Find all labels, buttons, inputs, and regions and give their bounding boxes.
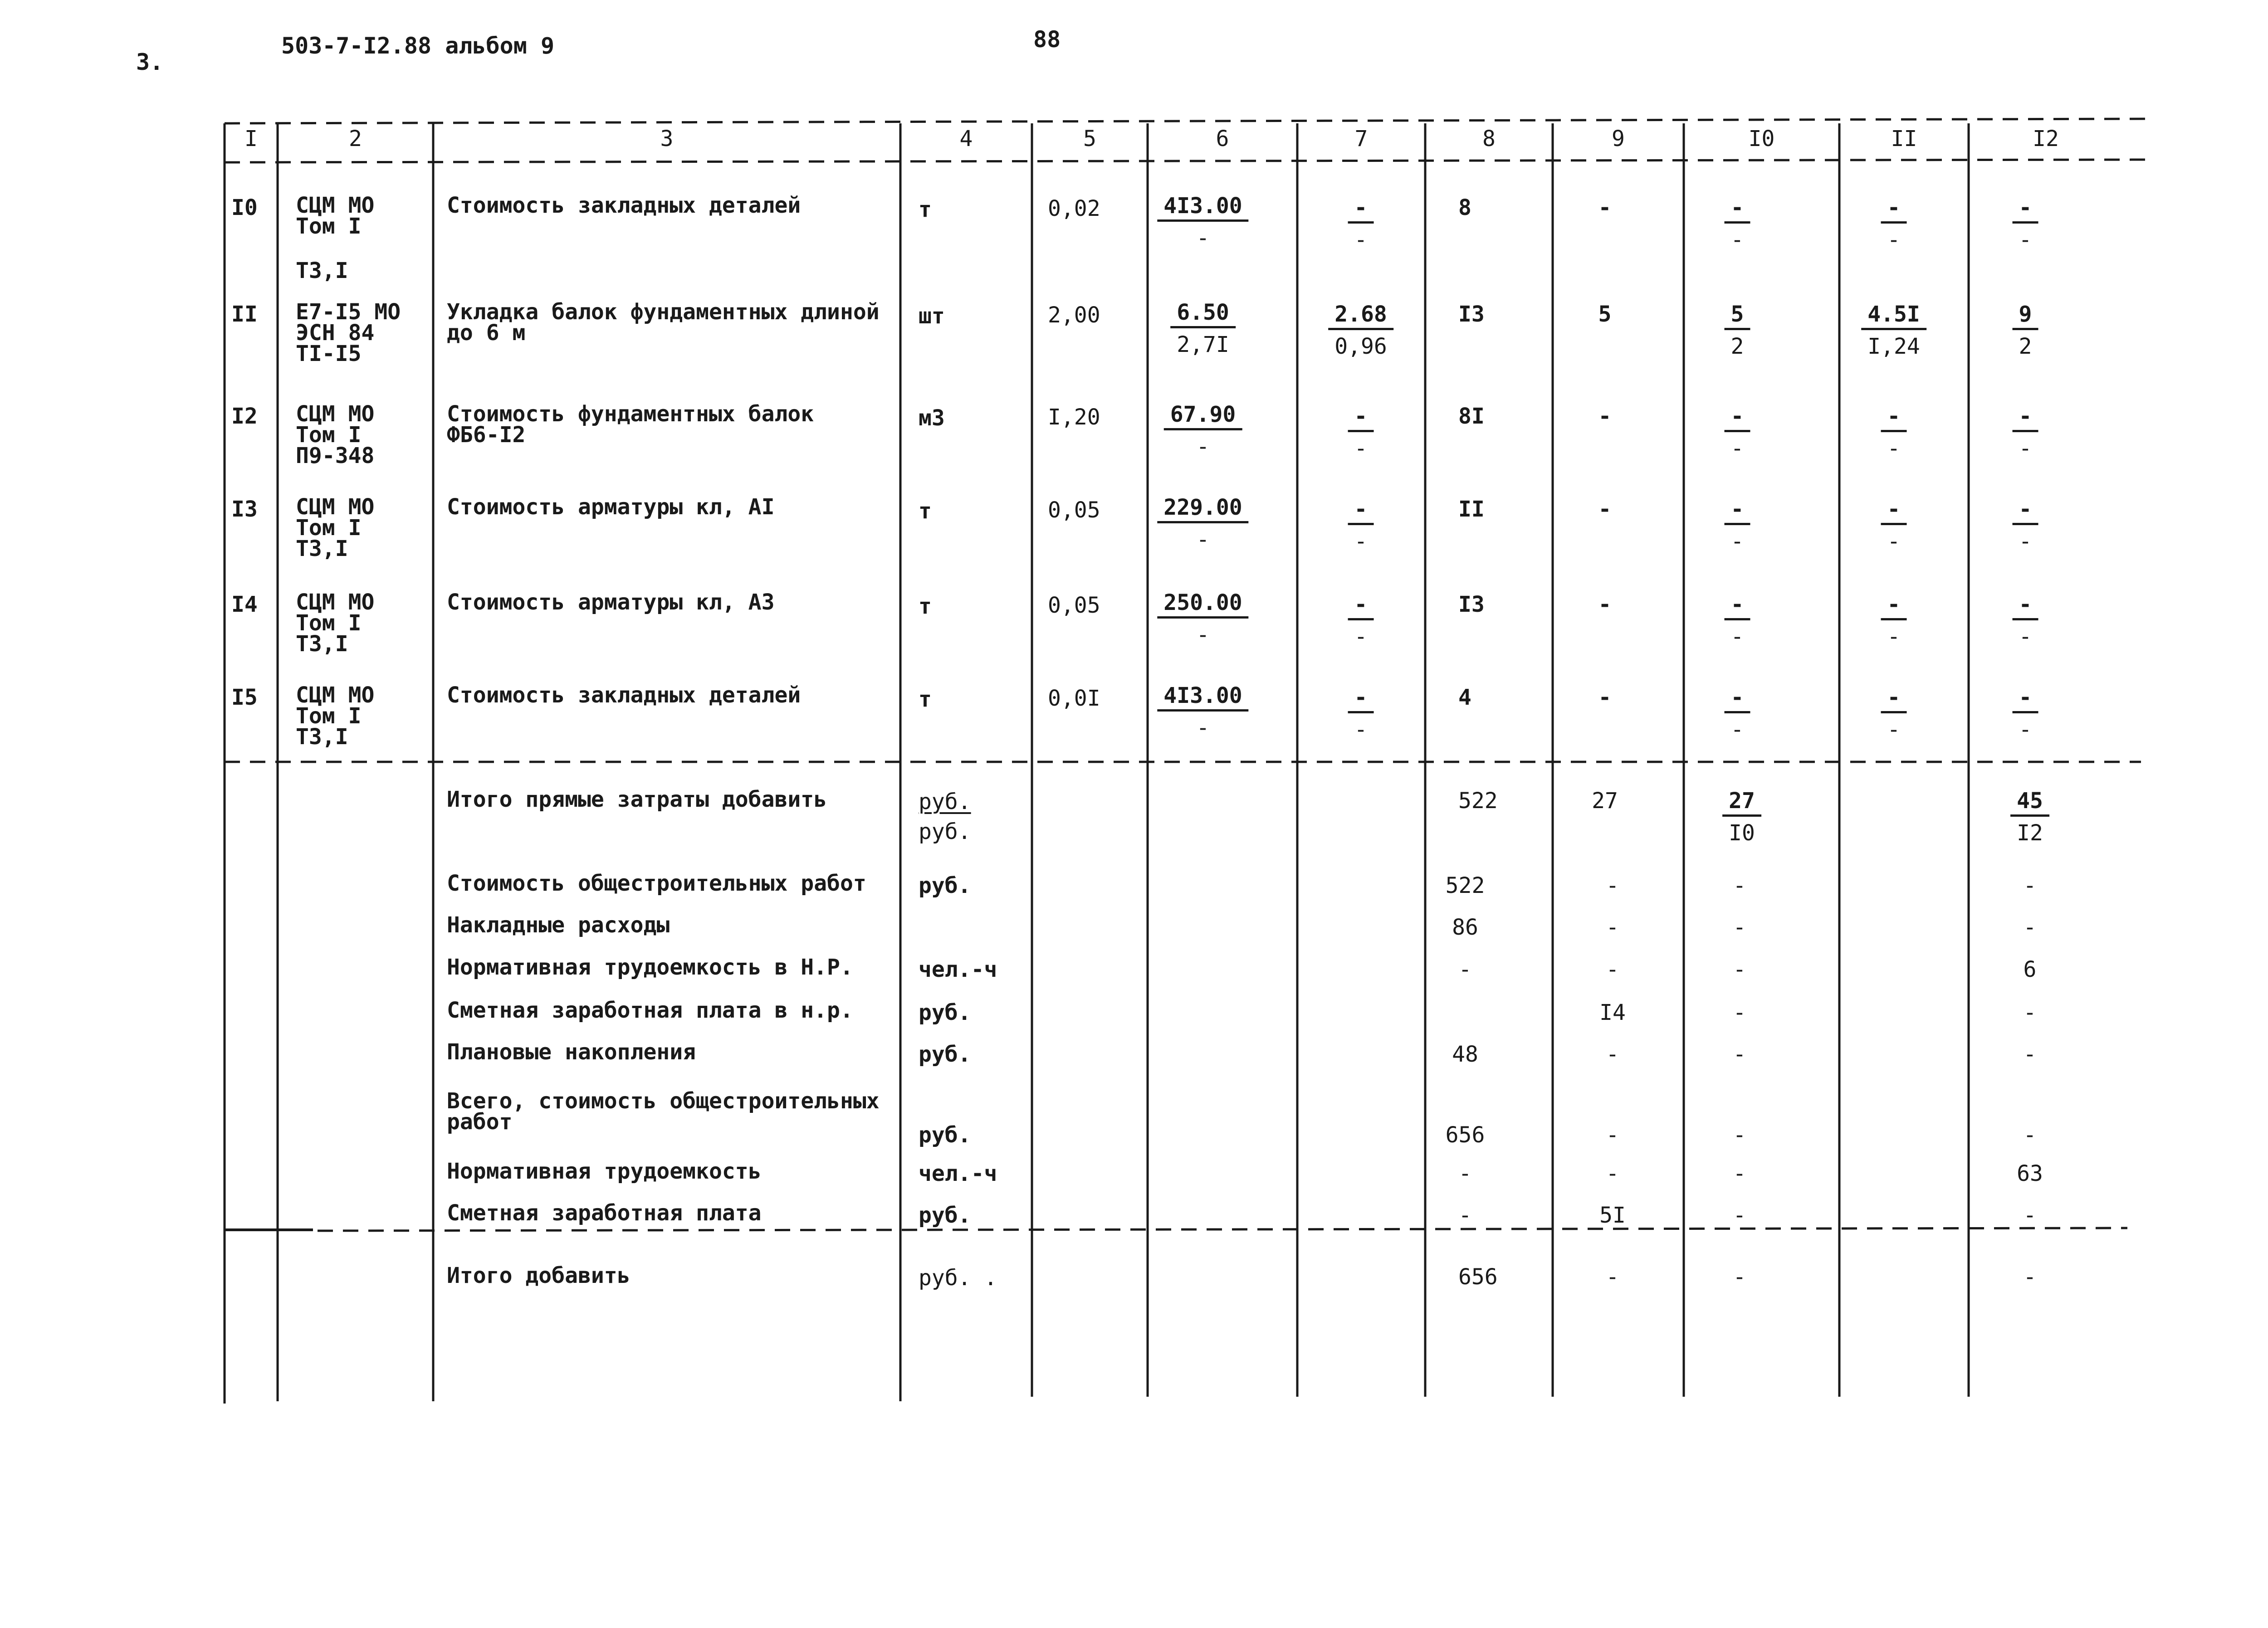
summary-unit: чел.-ч — [919, 957, 997, 982]
summary-label: Сметная заработная плата — [447, 1200, 762, 1226]
row-number: I3 — [231, 497, 258, 522]
norm-reference: Е7-I5 МО — [296, 299, 401, 325]
summary-machine: - — [1733, 873, 1746, 898]
labor-total — [2013, 303, 2038, 357]
machine-cost-denominator: 2 — [1730, 334, 1744, 359]
wage-cost-denominator: - — [1354, 717, 1368, 742]
summary-label: Плановые накопления — [447, 1039, 696, 1065]
work-description: Укладка балок фундаментных длиной — [447, 299, 880, 325]
subtotal-machine-numerator: 27 — [1722, 790, 1761, 817]
machine-cost-denominator: - — [1730, 436, 1744, 461]
labor-per-unit-denominator: I,24 — [1867, 334, 1920, 359]
machine-cost-numerator: - — [1725, 405, 1750, 432]
total-wage: 5 — [1598, 302, 1612, 327]
machine-cost — [1725, 594, 1750, 648]
machine-cost-numerator: - — [1725, 498, 1750, 525]
labor-total-denominator: - — [2019, 436, 2032, 461]
unit-cost — [1157, 195, 1248, 249]
summary-machine: - — [1733, 1042, 1746, 1067]
unit-cost-numerator: 4I3.00 — [1157, 685, 1248, 712]
work-description: Стоимость закладных деталей — [447, 682, 801, 708]
summary-machine: - — [1733, 1161, 1746, 1186]
summary-cost: - — [1458, 957, 1472, 982]
labor-total — [2013, 405, 2038, 459]
summary-wage: - — [1606, 1161, 1619, 1186]
summary-wage: - — [1606, 957, 1619, 982]
total-wage: - — [1598, 195, 1612, 220]
total-unit: руб. . — [919, 1265, 997, 1291]
labor-total-denominator: 2 — [2019, 334, 2032, 359]
column-header-7: 7 — [1354, 126, 1368, 151]
summary-labor: 63 — [2017, 1161, 2043, 1186]
wage-cost — [1348, 687, 1374, 741]
machine-cost — [1725, 405, 1750, 459]
total-wage: - — [1598, 497, 1612, 522]
labor-total — [2013, 594, 2038, 648]
summary-label: Нормативная трудоемкость в Н.Р. — [447, 955, 853, 980]
unit-cost-denominator: - — [1196, 622, 1210, 648]
summary-unit: руб. — [919, 873, 971, 898]
unit-cost-numerator: 250.00 — [1157, 592, 1248, 619]
norm-reference: ТЗ,I — [296, 724, 348, 750]
summary-cost: - — [1458, 1203, 1472, 1228]
labor-per-unit — [1881, 687, 1907, 741]
norm-reference: СЦМ МО — [296, 590, 375, 615]
summary-machine: - — [1733, 915, 1746, 940]
labor-per-unit-numerator: - — [1881, 594, 1907, 620]
unit: т — [919, 197, 932, 222]
labor-per-unit-denominator: - — [1887, 529, 1901, 554]
unit-cost — [1157, 685, 1248, 739]
machine-cost-denominator: - — [1730, 529, 1744, 554]
unit: т — [919, 687, 932, 712]
page-mark: 3. — [136, 49, 164, 75]
labor-per-unit — [1881, 498, 1907, 552]
work-description: Стоимость арматуры кл, АI — [447, 494, 775, 520]
summary-machine: - — [1733, 1000, 1746, 1025]
wage-cost-numerator: 2.68 — [1328, 303, 1393, 330]
labor-total-denominator: - — [2019, 227, 2032, 253]
labor-total-numerator: - — [2013, 498, 2038, 525]
total-machine-value: - — [1733, 1264, 1746, 1290]
column-header-9: 9 — [1612, 126, 1625, 151]
summary-wage: - — [1606, 915, 1619, 940]
column-header-11: II — [1891, 126, 1917, 151]
summary-labor: - — [2023, 1042, 2037, 1067]
norm-reference: Том I — [296, 214, 362, 239]
norm-reference: ТI-I5 — [296, 341, 362, 366]
wage-cost — [1348, 405, 1374, 459]
unit: м3 — [919, 405, 945, 431]
labor-total-denominator: - — [2019, 529, 2032, 554]
work-description: до 6 м — [447, 320, 526, 346]
unit: шт — [919, 303, 945, 329]
column-header-8: 8 — [1482, 126, 1496, 151]
summary-label: Сметная заработная плата в н.р. — [447, 998, 853, 1023]
quantity: 0,05 — [1048, 593, 1100, 618]
column-header-2: 2 — [349, 126, 362, 151]
machine-cost-numerator: - — [1725, 594, 1750, 620]
labor-total-numerator: - — [2013, 405, 2038, 432]
unit-cost-denominator: 2,7I — [1177, 332, 1229, 357]
summary-label: Стоимость общестроительных работ — [447, 871, 866, 896]
wage-cost-numerator: - — [1348, 197, 1374, 224]
unit-cost-numerator: 4I3.00 — [1157, 195, 1248, 222]
labor-total-numerator: 9 — [2013, 303, 2038, 330]
summary-labor: - — [2023, 915, 2037, 940]
summary-machine: - — [1733, 957, 1746, 982]
unit-cost-denominator: - — [1196, 434, 1210, 459]
summary-unit: чел.-ч — [919, 1161, 997, 1186]
total-wage: - — [1598, 685, 1612, 710]
summary-machine: - — [1733, 1122, 1746, 1148]
wage-cost-numerator: - — [1348, 405, 1374, 432]
wage-cost — [1348, 498, 1374, 552]
work-description: Стоимость фундаментных балок — [447, 401, 814, 427]
column-header-12: I2 — [2033, 126, 2059, 151]
machine-cost — [1725, 498, 1750, 552]
summary-labor: - — [2023, 1203, 2037, 1228]
norm-reference: ТЗ,I — [296, 631, 348, 657]
labor-total-denominator: - — [2019, 717, 2032, 742]
norm-reference: СЦМ МО — [296, 682, 375, 708]
unit-cost-numerator: 67.90 — [1164, 404, 1242, 430]
row-number: I5 — [231, 685, 258, 710]
quantity: 0,0I — [1048, 686, 1100, 711]
unit-cost-numerator: 6.50 — [1170, 302, 1236, 328]
summary-wage: - — [1606, 1042, 1619, 1067]
column-header-6: 6 — [1216, 126, 1229, 151]
summary-labor: - — [2023, 1000, 2037, 1025]
summary-wage: - — [1606, 1122, 1619, 1148]
labor-per-unit-denominator: - — [1887, 436, 1901, 461]
labor-per-unit-denominator: - — [1887, 227, 1901, 253]
summary-cost: 86 — [1452, 915, 1478, 940]
labor-per-unit-numerator: - — [1881, 498, 1907, 525]
summary-unit: руб. — [919, 1000, 971, 1025]
subtotal-unit-2: руб. — [919, 819, 971, 844]
labor-total-numerator: - — [2013, 197, 2038, 224]
total-cost: II — [1458, 497, 1485, 522]
subtotal-labor — [2010, 790, 2049, 844]
quantity: I,20 — [1048, 405, 1100, 430]
labor-per-unit — [1861, 303, 1926, 357]
wage-cost — [1328, 303, 1393, 357]
summary-wage: I4 — [1599, 1000, 1626, 1025]
total-cost: I3 — [1458, 592, 1485, 617]
summary-cost: - — [1458, 1161, 1472, 1186]
summary-unit: руб. — [919, 1122, 971, 1148]
total-wage-value: - — [1606, 1264, 1619, 1290]
wage-cost — [1348, 197, 1374, 251]
labor-per-unit — [1881, 405, 1907, 459]
column-header-5: 5 — [1083, 126, 1096, 151]
total-cost: 8I — [1458, 404, 1485, 429]
norm-reference: ТЗ,I — [296, 258, 348, 283]
quantity: 0,02 — [1048, 196, 1100, 221]
norm-reference: ТЗ,I — [296, 536, 348, 561]
norm-reference: Том I — [296, 515, 362, 541]
total-label: Итого добавить — [447, 1263, 631, 1288]
subtotal-labor-denominator: I2 — [2017, 820, 2043, 846]
subtotal-unit: руб. — [919, 789, 971, 814]
machine-cost — [1725, 687, 1750, 741]
total-wage: - — [1598, 404, 1612, 429]
row-number: II — [231, 302, 258, 327]
total-wage: - — [1598, 592, 1612, 617]
summary-label: Накладные расходы — [447, 912, 670, 938]
machine-cost — [1725, 197, 1750, 251]
summary-unit: руб. — [919, 1042, 971, 1067]
summary-label: Всего, стоимость общестроительных — [447, 1088, 880, 1114]
column-header-10: I0 — [1748, 126, 1775, 151]
wage-cost-numerator: - — [1348, 594, 1374, 620]
subtotal-cost: 522 — [1458, 788, 1498, 814]
rule-top — [225, 119, 2150, 123]
total-cost: 8 — [1458, 195, 1471, 220]
unit: т — [919, 498, 932, 524]
rule-header-bottom — [225, 160, 2150, 162]
unit-cost-denominator: - — [1196, 715, 1210, 741]
summary-unit: руб. — [919, 1203, 971, 1228]
subtotal-wage: 27 — [1592, 788, 1618, 814]
wage-cost-denominator: 0,96 — [1334, 334, 1387, 359]
norm-reference: ЭСН 84 — [296, 320, 375, 346]
total-labor-value: - — [2023, 1264, 2037, 1290]
wage-cost-denominator: - — [1354, 529, 1368, 554]
norm-reference: СЦМ МО — [296, 401, 375, 427]
unit-cost — [1157, 497, 1248, 551]
labor-per-unit-numerator: - — [1881, 687, 1907, 713]
column-header-3: 3 — [660, 126, 674, 151]
total-cost: 4 — [1458, 685, 1471, 710]
page-number: 88 — [1033, 26, 1061, 53]
unit-cost — [1157, 592, 1248, 646]
norm-reference: СЦМ МО — [296, 193, 375, 218]
labor-total-denominator: - — [2019, 624, 2032, 649]
summary-label: Нормативная трудоемкость — [447, 1159, 762, 1184]
total-cost: I3 — [1458, 302, 1485, 327]
unit-cost — [1164, 404, 1242, 458]
unit-cost-denominator: - — [1196, 527, 1210, 552]
row-number: I0 — [231, 195, 258, 220]
summary-cost: 522 — [1445, 873, 1485, 898]
column-header-4: 4 — [959, 126, 973, 151]
wage-cost — [1348, 594, 1374, 648]
unit-cost-numerator: 229.00 — [1157, 497, 1248, 523]
summary-label: работ — [447, 1109, 513, 1135]
quantity: 0,05 — [1048, 497, 1100, 523]
machine-cost-denominator: - — [1730, 624, 1744, 649]
labor-total — [2013, 197, 2038, 251]
summary-machine: - — [1733, 1203, 1746, 1228]
labor-per-unit-numerator: 4.5I — [1861, 303, 1926, 330]
summary-labor: - — [2023, 873, 2037, 898]
machine-cost-numerator: - — [1725, 687, 1750, 713]
machine-cost-denominator: - — [1730, 227, 1744, 253]
subtotal-label: Итого прямые затраты добавить — [447, 787, 827, 812]
summary-labor: 6 — [2023, 957, 2037, 982]
wage-cost-denominator: - — [1354, 436, 1368, 461]
subtotal-machine — [1722, 790, 1761, 844]
labor-total — [2013, 687, 2038, 741]
machine-cost-denominator: - — [1730, 717, 1744, 742]
row-number: I2 — [231, 404, 258, 429]
machine-cost-numerator: 5 — [1725, 303, 1750, 330]
summary-wage: - — [1606, 873, 1619, 898]
summary-labor: - — [2023, 1122, 2037, 1148]
wage-cost-numerator: - — [1348, 498, 1374, 525]
norm-reference: Том I — [296, 422, 362, 448]
summary-cost: 656 — [1445, 1122, 1485, 1148]
norm-reference: П9-348 — [296, 443, 375, 468]
unit-cost-denominator: - — [1196, 225, 1210, 251]
summary-wage: 5I — [1599, 1203, 1626, 1228]
labor-per-unit-denominator: - — [1887, 624, 1901, 649]
rule-summary-bottom — [318, 1228, 2127, 1231]
unit: т — [919, 594, 932, 619]
wage-cost-denominator: - — [1354, 624, 1368, 649]
labor-total-numerator: - — [2013, 687, 2038, 713]
wage-cost-numerator: - — [1348, 687, 1374, 713]
labor-per-unit-denominator: - — [1887, 717, 1901, 742]
total-cost-value: 656 — [1458, 1264, 1498, 1290]
subtotal-machine-denominator: I0 — [1729, 820, 1755, 846]
unit-cost — [1170, 302, 1236, 356]
labor-per-unit — [1881, 594, 1907, 648]
work-description: ФБ6-I2 — [447, 422, 526, 448]
work-description: Стоимость арматуры кл, АЗ — [447, 590, 775, 615]
machine-cost — [1725, 303, 1750, 357]
labor-total — [2013, 498, 2038, 552]
work-description: Стоимость закладных деталей — [447, 193, 801, 218]
wage-cost-denominator: - — [1354, 227, 1368, 253]
labor-per-unit-numerator: - — [1881, 197, 1907, 224]
machine-cost-numerator: - — [1725, 197, 1750, 224]
labor-per-unit-numerator: - — [1881, 405, 1907, 432]
norm-reference: СЦМ МО — [296, 494, 375, 520]
labor-per-unit — [1881, 197, 1907, 251]
labor-total-numerator: - — [2013, 594, 2038, 620]
column-header-1: I — [244, 126, 258, 151]
summary-cost: 48 — [1452, 1042, 1478, 1067]
norm-reference: Том I — [296, 703, 362, 729]
norm-reference: Том I — [296, 610, 362, 636]
quantity: 2,00 — [1048, 302, 1100, 328]
document-code: 503-7-I2.88 альбом 9 — [281, 33, 555, 59]
row-number: I4 — [231, 592, 258, 617]
subtotal-labor-numerator: 45 — [2010, 790, 2049, 817]
